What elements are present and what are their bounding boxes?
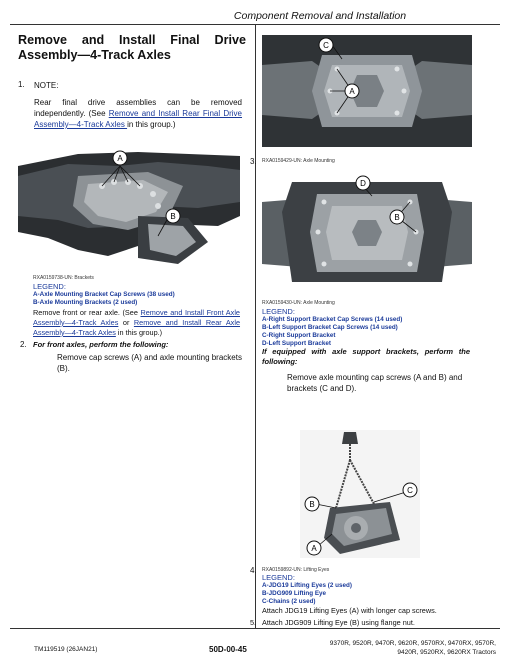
remove-axle-text — [33, 308, 240, 338]
callout-b-label: B — [394, 213, 400, 222]
figure2-caption: RXA0159429-UN: Axle Mounting — [262, 158, 335, 164]
figure4-caption: RXA0159892-UN: Lifting Eyes — [262, 567, 330, 573]
note-text-b: in this group.) — [127, 120, 176, 129]
footer-models-line1: 9370R, 9520R, 9470R, 9620R, 9570RX, 9470RX, 9570R, — [329, 640, 496, 647]
figure-lifting-eyes — [300, 430, 420, 558]
remove-text-or: or — [118, 318, 134, 327]
section-title-line2: Assembly—4-Track Axles — [18, 48, 171, 62]
step-3-number: 3. — [250, 157, 257, 166]
remove-text-b: in this group.) — [115, 328, 163, 337]
step-5-text: Attach JDG909 Lifting Eye (B) using flange nut. — [262, 618, 415, 627]
figure4-legend-title: LEGEND: — [262, 573, 295, 582]
remove-rear-axle-link[interactable]: Remove and Install Rear Axle Assembly—4-Track Axles — [33, 318, 241, 337]
figure3-legend-item: B-Left Support Bracket Cap Screws (14 used) — [262, 324, 398, 331]
callout-a-label: A — [311, 544, 317, 553]
figure-brackets — [18, 146, 240, 270]
figure3-caption: RXA0159430-UN: Axle Mounting — [262, 300, 335, 306]
step-3-text: Remove axle mounting cap screws (A and B) and brackets (C and D). — [287, 373, 463, 393]
step-2-number: 2. — [20, 340, 27, 349]
footer-page-number: 50D-00-45 — [209, 645, 247, 654]
figure-axle-mounting-1 — [262, 35, 472, 147]
figure1-caption: RXA0159738-UN: Brackets — [33, 275, 94, 281]
page-header-title: Component Removal and Installation — [233, 10, 407, 22]
callout-a-label: A — [117, 154, 123, 163]
footer-models-line2: 9420R, 9520RX, 9620RX Tractors — [397, 649, 496, 656]
callout-b-label: B — [170, 212, 176, 221]
section-title-line1: Remove and Install Final Drive — [18, 33, 246, 47]
callout-d-label: D — [360, 179, 366, 188]
note-label: NOTE: — [34, 81, 59, 90]
callout-c-label: C — [407, 486, 413, 495]
callout-b-label: B — [309, 500, 315, 509]
figure4-legend-item: C-Chains (2 used) — [262, 598, 316, 605]
figure4-legend-item: B-JDG909 Lifting Eye — [262, 590, 327, 597]
step-2-text: Remove cap screws (A) and axle mounting brackets (B). — [57, 353, 242, 373]
step-4-text: Attach JDG19 Lifting Eyes (A) with longer cap screws. — [262, 606, 437, 615]
remove-front-axle-link[interactable]: Remove and Install Front Axle Assembly—4-Track Axles — [33, 308, 240, 327]
figure3-legend-item: D-Left Support Bracket — [262, 340, 331, 347]
step-3-heading: If equipped with axle support brackets, perform the following: — [262, 347, 470, 366]
step-5-number: 5. — [250, 618, 257, 627]
callout-a-label: A — [349, 87, 355, 96]
figure3-legend-item: C-Right Support Bracket — [262, 332, 336, 339]
footer-doc-id: TM119519 (26JAN21) — [34, 646, 98, 653]
footer-rule — [10, 628, 500, 629]
figure1-legend-title: LEGEND: — [33, 282, 66, 291]
figure3-legend-title: LEGEND: — [262, 307, 295, 316]
step-1-number: 1. — [18, 80, 25, 89]
figure1-legend-item: A-Axle Mounting Bracket Cap Screws (38 used) — [33, 291, 175, 298]
figure3-legend-item: A-Right Support Bracket Cap Screws (14 used) — [262, 316, 403, 323]
column-divider — [255, 25, 256, 628]
figure4-legend-item: A-JDG19 Lifting Eyes (2 used) — [262, 582, 352, 589]
figure1-legend-item: B-Axle Mounting Brackets (2 used) — [33, 299, 138, 306]
figure-axle-mounting-2 — [262, 172, 472, 294]
step-2-heading: For front axles, perform the following: — [33, 340, 169, 349]
note-text-a: Rear final drive assemblies can be removed independently. (See — [34, 98, 242, 118]
note-text — [34, 97, 242, 130]
note-link[interactable]: Remove and Install Rear Final Drive Assembly—4-Track Axles — [34, 109, 243, 129]
step-4-number: 4. — [250, 566, 257, 575]
callout-c-label: C — [323, 41, 329, 50]
remove-text-a: Remove front or rear axle. (See — [33, 308, 141, 317]
